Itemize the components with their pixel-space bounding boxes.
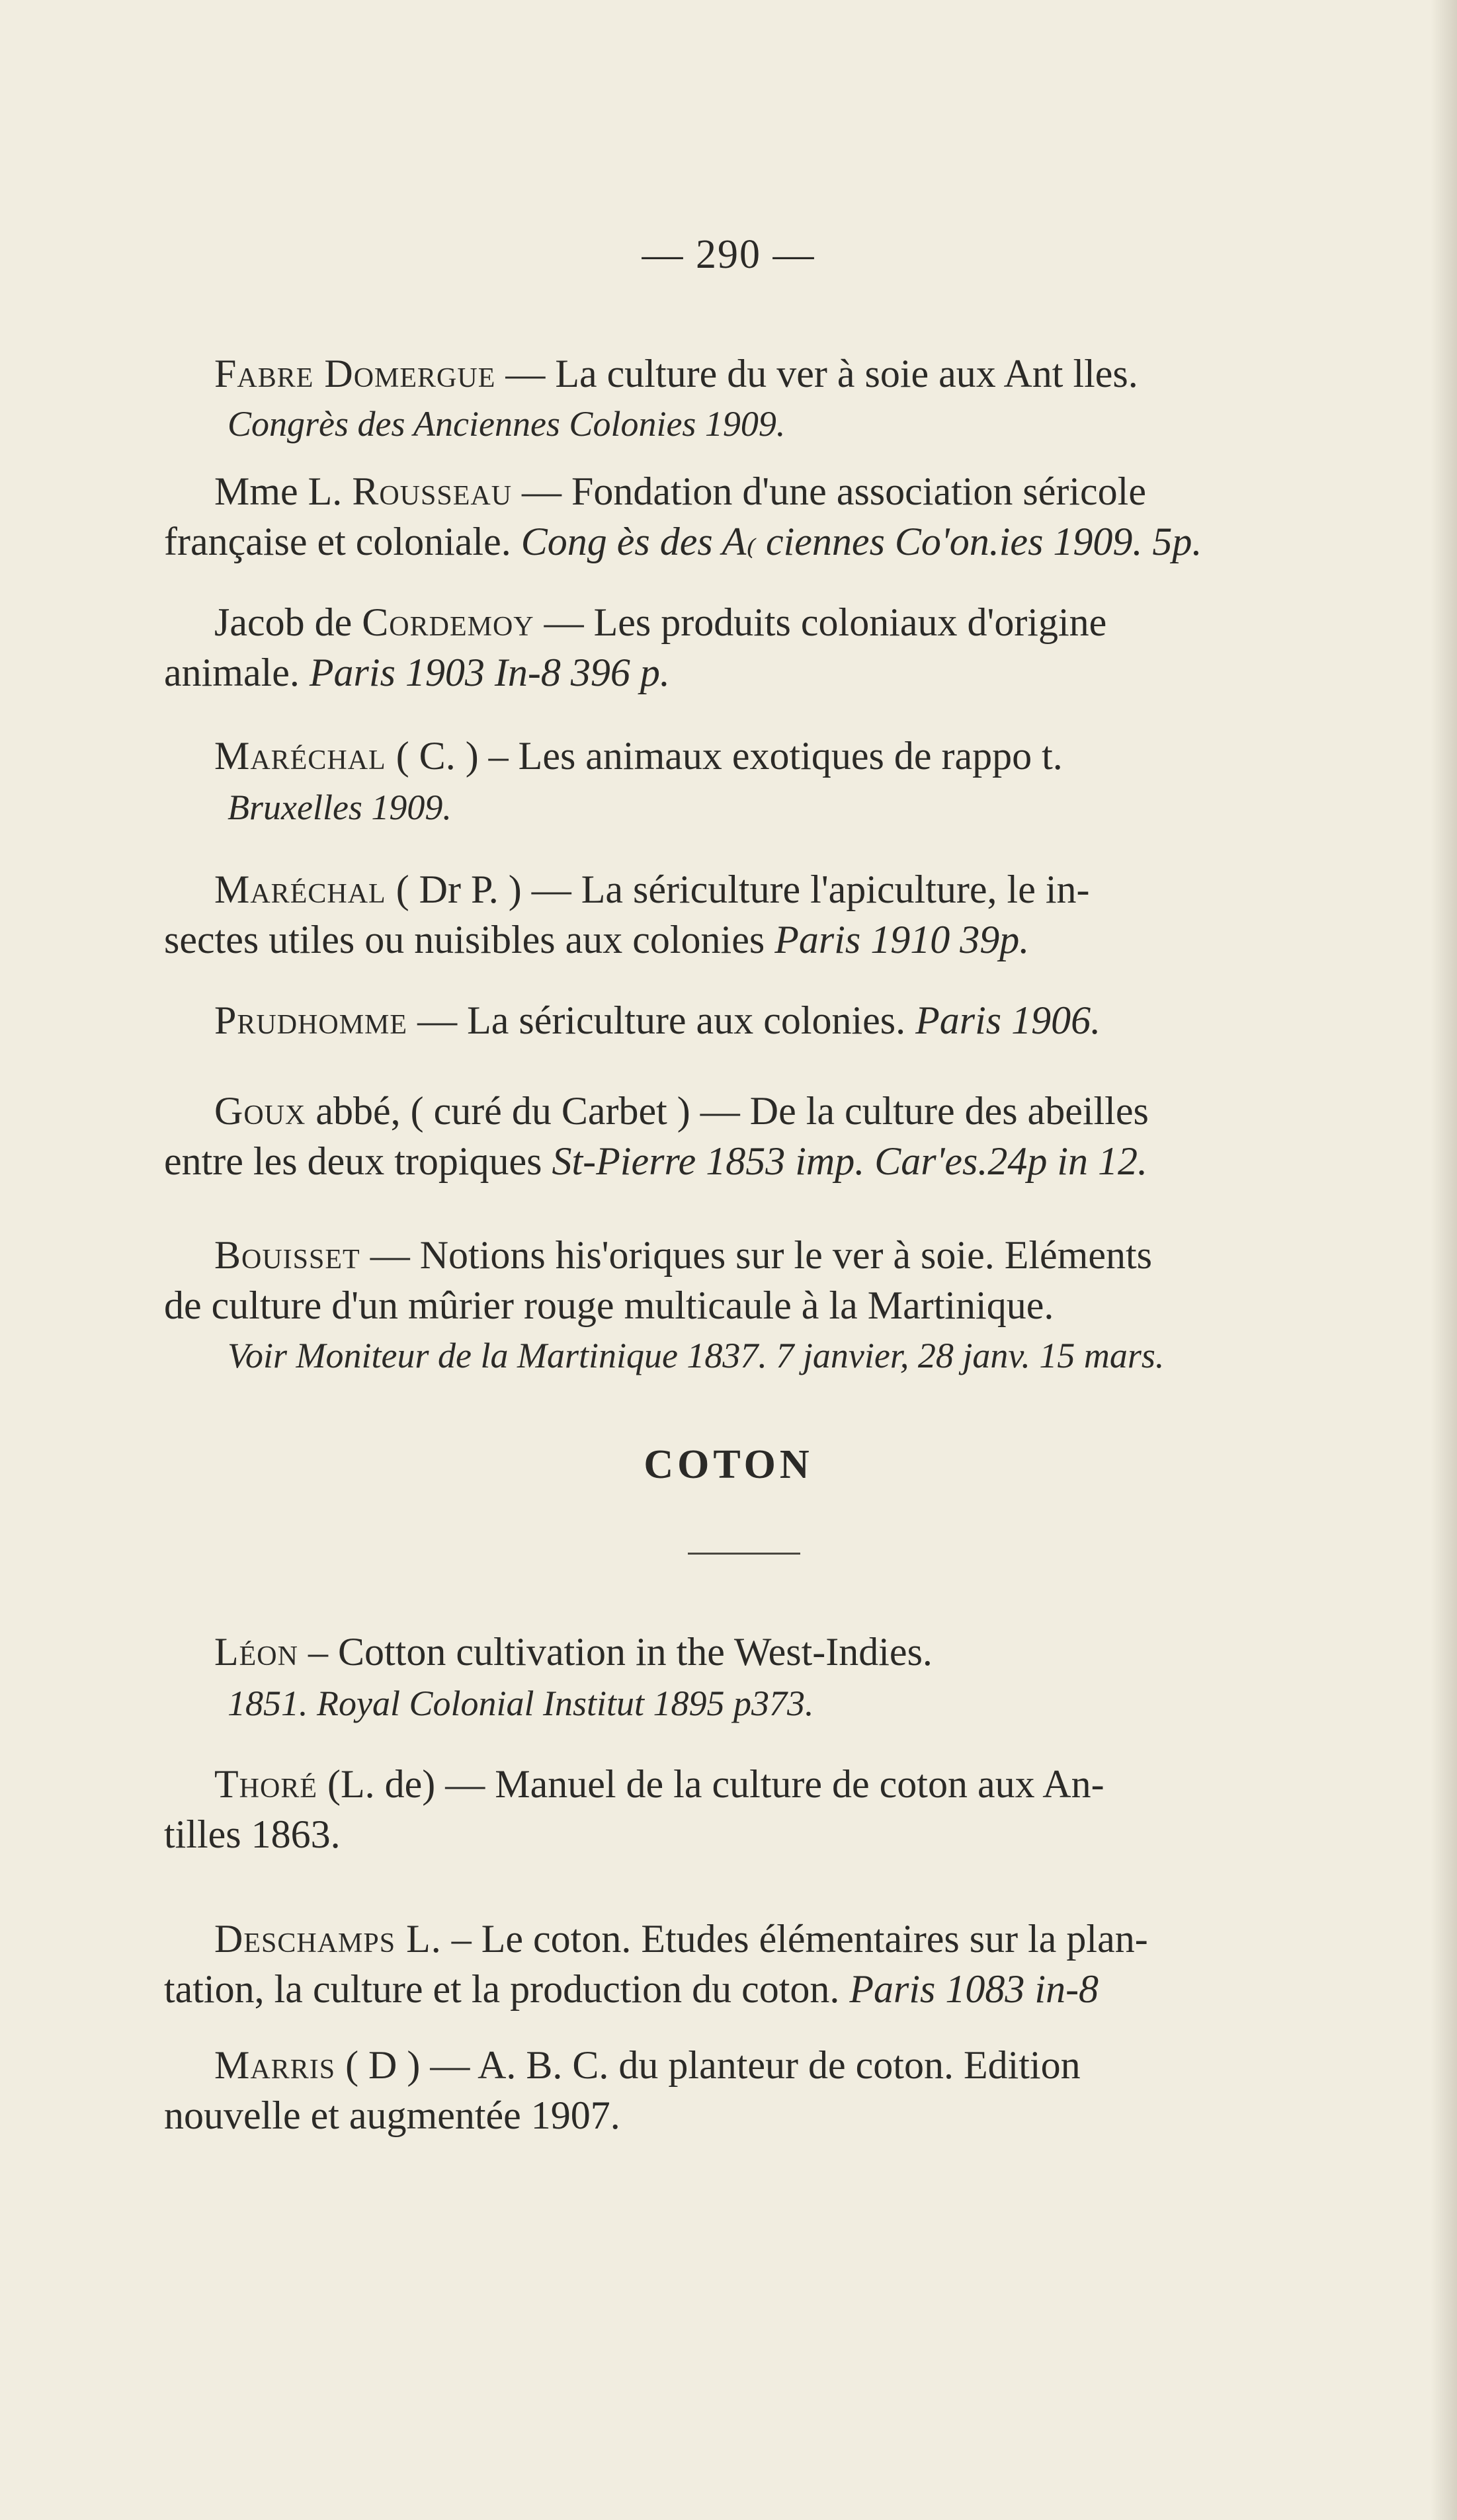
entry-author: Fabre Domergue (214, 352, 496, 395)
entry-separator: – (441, 1917, 481, 1961)
bibliography-entry (164, 1759, 1308, 1859)
bibliography-entry (164, 731, 1308, 833)
entry-author: Thoré (214, 1762, 317, 1806)
entry-separator: — (360, 1233, 420, 1277)
entry-separator: — (531, 868, 581, 911)
entry-title: A. B. C. du planteur de coton. Edition (478, 2043, 1081, 2087)
entry-author: Bouisset (214, 1233, 360, 1277)
entry-separator: – (488, 734, 519, 778)
bibliography-entry (164, 1914, 1308, 2014)
page-edge-shadow (1431, 0, 1457, 2520)
entry-title: Cotton cultivation in the West-Indies. (337, 1630, 933, 1674)
entry-title: Notions his'oriques sur le ver à soie. Eléments (419, 1233, 1152, 1277)
entry-title-continued: nouvelle et augmentée 1907. (164, 2093, 620, 2137)
entry-prefix: Jacob de (214, 600, 362, 644)
entry-title-continued: entre les deux tropiques (164, 1139, 542, 1183)
entry-author: Deschamps L. (214, 1917, 442, 1961)
entry-title-continued: animale. (164, 651, 300, 694)
entry-title-continued: de culture d'un mûrier rouge multicaule à la Martinique. (164, 1283, 1054, 1327)
page-number: — 290 — (642, 232, 815, 277)
bibliography-entry (164, 2040, 1308, 2140)
entry-author-detail: ( C. ) (386, 734, 489, 778)
entry-separator: — (495, 352, 556, 395)
bibliography-entry (164, 995, 1308, 1045)
bibliography-entry (164, 1086, 1308, 1186)
bibliography-entry (164, 1627, 1308, 1728)
bibliography-entry (164, 1230, 1308, 1381)
entry-separator: — (700, 1089, 750, 1133)
entry-separator: — (430, 2043, 478, 2087)
entry-title: Les animaux exotiques de rappo t. (518, 734, 1063, 778)
entry-title-continued: tation, la culture et la production du coton. (164, 1967, 840, 2011)
entry-separator: — (534, 600, 594, 644)
entry-citation: 1851. Royal Colonial Institut 1895 p373. (228, 1684, 814, 1723)
bibliography-entry (164, 597, 1308, 698)
bibliography-entry (164, 864, 1308, 965)
entry-citation: Bruxelles 1909. (228, 788, 452, 827)
entry-title: La sériculture l'apiculture, le in- (581, 868, 1090, 911)
entry-title: La sériculture aux colonies. (467, 998, 906, 1042)
entry-author-detail: ( Dr P. ) (386, 868, 532, 911)
entry-author: Prudhomme (214, 998, 408, 1042)
entry-title: Manuel de la culture de coton aux An- (495, 1762, 1104, 1806)
entry-author: Maréchal (214, 734, 386, 778)
entry-separator: — (512, 469, 572, 513)
entry-title: Les produits coloniaux d'origine (593, 600, 1107, 644)
entry-title-continued: française et coloniale. (164, 520, 511, 563)
entry-separator: – (298, 1630, 338, 1674)
entry-citation: Paris 1083 in-8 (849, 1967, 1099, 2011)
entry-title-continued: sectes utiles ou nuisibles aux colonies (164, 918, 765, 961)
section-divider (688, 1553, 800, 1555)
entry-citation: Paris 1903 In-8 396 p. (309, 651, 670, 694)
entry-title: De la culture des abeilles (749, 1089, 1149, 1133)
entry-author-detail: (L. de) (317, 1762, 446, 1806)
bibliography-entry (164, 348, 1308, 449)
entry-title: Fondation d'une association séricole (571, 469, 1146, 513)
entry-citation: Voir Moniteur de la Martinique 1837. 7 janvier, 28 janv. 15 mars. (228, 1336, 1165, 1375)
entry-separator: — (445, 1762, 495, 1806)
entry-title: Le coton. Etudes élémentaires sur la plan- (481, 1917, 1148, 1961)
entry-title-continued: tilles 1863. (164, 1812, 341, 1856)
entry-citation: Congrès des Anciennes Colonies 1909. (228, 404, 786, 444)
entry-author: Marris (214, 2043, 336, 2087)
entry-author: Goux (214, 1089, 306, 1133)
entry-prefix: Mme L. (214, 469, 353, 513)
entry-title: La culture du ver à soie aux Ant lles. (555, 352, 1138, 395)
entry-author: Maréchal (214, 868, 386, 911)
entry-citation: Paris 1906. (915, 998, 1101, 1042)
entry-author-detail: abbé, ( curé du Carbet ) (306, 1089, 700, 1133)
entry-citation: Cong ès des A₍ ciennes Co'on.ies 1909. 5p. (520, 520, 1202, 563)
entry-author: Rousseau (352, 469, 513, 513)
entry-author: Cordemoy (362, 600, 534, 644)
entry-citation: St-Pierre 1853 imp. Car'es.24p in 12. (552, 1139, 1148, 1183)
entry-separator: — (407, 998, 468, 1042)
entry-citation: Paris 1910 39p. (774, 918, 1030, 961)
entry-author: Léon (214, 1630, 298, 1674)
bibliography-entry (164, 466, 1308, 567)
section-heading: COTON (644, 1442, 813, 1487)
entry-author-detail: ( D ) (335, 2043, 431, 2087)
